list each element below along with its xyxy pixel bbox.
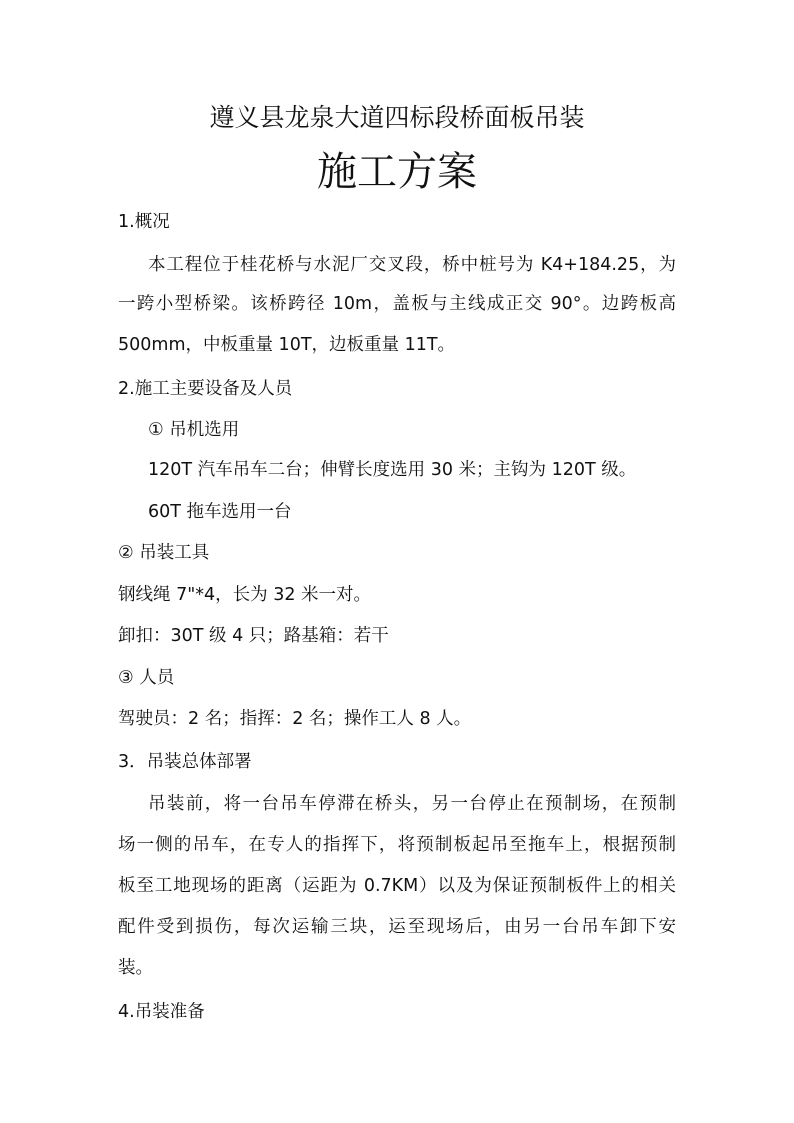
document-title: 遵义县龙泉大道四标段桥面板吊装	[209, 103, 585, 132]
subheading-tools: ② 吊装工具	[118, 543, 210, 563]
subheading-crane: ① 吊机选用	[148, 420, 240, 440]
paragraph-line: 装。	[118, 958, 153, 978]
paragraph-line: 一跨小型桥梁。该桥跨径 10m，盖板与主线成正交 90°。边跨板高	[118, 294, 676, 314]
text-line: 120T 汽车吊车二台；伸臂长度选用 30 米；主钩为 120T 级。	[148, 460, 637, 480]
text-line: 钢线绳 7"*4，长为 32 米一对。	[118, 585, 372, 605]
paragraph-line: 配件受到损伤，每次运输三块，运至现场后，由另一台吊车卸下安	[118, 917, 676, 937]
subheading-staff: ③ 人员	[118, 668, 175, 688]
section-heading-preparation: 4.吊装准备	[118, 1002, 205, 1022]
paragraph-line: 场一侧的吊车，在专人的指挥下，将预制板起吊至拖车上，根据预制	[118, 835, 676, 855]
text-line: 60T 拖车选用一台	[148, 502, 292, 522]
section-heading-equipment: 2.施工主要设备及人员	[118, 379, 293, 399]
paragraph-line: 吊装前，将一台吊车停滞在桥头，另一台停止在预制场，在预制	[148, 794, 676, 814]
section-heading-overview: 1.概况	[118, 212, 170, 232]
paragraph-line: 板至工地现场的距离（运距为 0.7KM）以及为保证预制板件上的相关	[118, 876, 676, 896]
section-heading-deployment: 3．吊装总体部署	[118, 752, 252, 772]
text-line: 驾驶员：2 名；指挥：2 名；操作工人 8 人。	[118, 709, 472, 729]
document-subtitle: 施工方案	[317, 149, 477, 195]
paragraph-line: 本工程位于桂花桥与水泥厂交叉段，桥中桩号为 K4+184.25，为	[148, 255, 676, 275]
text-line: 卸扣：30T 级 4 只；路基箱：若干	[118, 626, 389, 646]
paragraph-line: 500mm，中板重量 10T，边板重量 11T。	[118, 335, 456, 355]
